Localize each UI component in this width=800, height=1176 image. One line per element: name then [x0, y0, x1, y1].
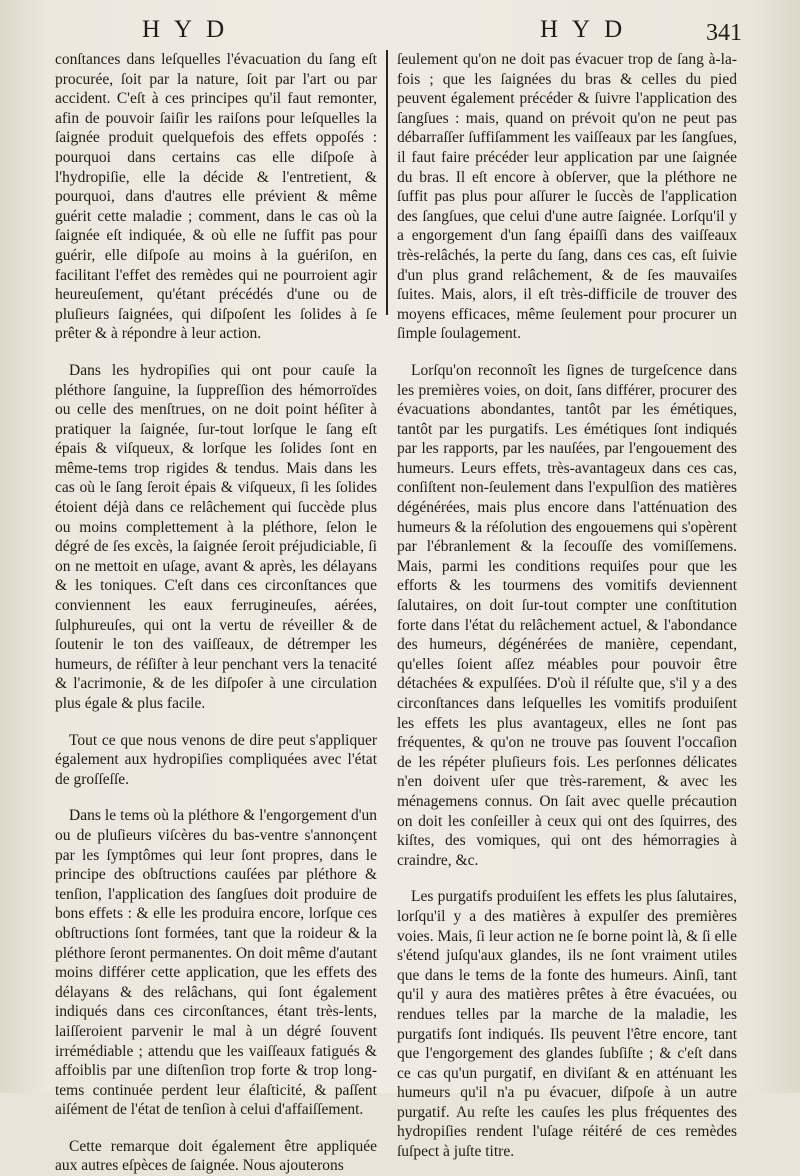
header-right-title: HYD — [540, 16, 637, 43]
paragraph: Lorſqu'on reconnoît les ſignes de turgeſcence dans les premières voies, on doit, ſans différer, procurer des évacuations abondantes, tantôt par les émétiques, tantôt par les purgatifs. Les émétiques ſont indiqués par les rapports, par les nauſées, par l'engouement des humeurs. Leurs effets, très-avantageux dans ces cas, conſiſtent non-ſeulement dans l'expulſion des matières dégénérées, mais plus encore dans l'atténuation des humeurs & la réſolution des engouemens qui s'opèrent par l'ébranlement & la ſecouſſe des vomiſſemens. Mais, parmi les conditions requiſes pour que les efforts & les tourmens des vomitifs deviennent ſalutaires, on doit ſur-tout compter une conſtitution forte dans l'état du relâchement actuel, & l'abondance des humeurs, dégénérées de manière, cependant, qu'elles ſoient aſſez méables pour pouvoir être détachées & expulſées. D'où il réſulte que, s'il y a des circonſtances dans leſquelles les vomitifs produiſent les effets les plus avantageux, elles ne ſont pas fréquentes, & qu'on ne trouve pas ſouvent l'occaſion de les répéter pluſieurs fois. Les perſonnes délicates n'en doivent uſer que très-rarement, & avec les ménagemens connus. On ſait avec quelle précaution on doit les conſeiller à ceux qui ont des ſquirres, des kiſtes, des vomiques, qui ont des hémorragies à craindre, &c. — [397, 361, 737, 869]
column-divider — [386, 50, 388, 315]
paragraph: Les purgatifs produiſent les effets les plus ſalutaires, lorſqu'il y a des matières à expulſer des premières voies. Mais, ſi leur action ne ſe borne point là, & ſi elle s'étend juſqu'aux glandes, ils ne ſont vraiment utiles que dans le tems de la fonte des humeurs. Ainſi, tant qu'il y aura des matières prêtes à être évacuées, ou rendues telles par la marche de la maladie, les purgatifs ſont indiqués. Ils peuvent l'être encore, tant que l'engorgement des glandes ſubſiſte ; & c'eſt dans ce cas qu'un purgatif, en diviſant & en atténuant les humeurs qu'il n'a pu évacuer, diſpoſe à un autre purgatif. Au reſte les cauſes les plus fréquentes des hydropiſies rendent l'uſage réitéré de ces remèdes ſuſpect à juſte titre. — [397, 888, 737, 1161]
paragraph: Dans les hydropiſies qui ont pour cauſe la pléthore ſanguine, la ſuppreſſion des hémorroïdes ou celle des menſtrues, on ne doit point héſiter à pratiquer la ſaignée, ſur-tout lorſque le ſang eſt épais & viſqueux, & lorſque les ſolides ſont en même-tems trop rigides & tendus. Mais dans les cas où le ſang ſeroit épais & viſqueux, ſi les ſolides étoient déjà dans ce relâchement qui ſuccède plus ou moins complettement à la pléthore, ſelon le dégré de ſes excès, la ſaignée ſeroit préjudiciable, ſi on ne mettoit en uſage, avant & après, les délayans & les toniques. C'eſt dans ces circonſtances que conviennent les eaux ferrugineuſes, aérées, ſulphureuſes, qui ont la vertu de réveiller & de ſoutenir le ton des vaiſſeaux, de détremper les humeurs, de réſiſter à leur penchant vers la tenacité & l'acrimonie, & de les diſpoſer à une circulation plus égale & plus facile. — [55, 361, 377, 712]
paragraph: ſeulement qu'on ne doit pas évacuer trop de ſang à-la-fois ; que les ſaignées du bras & celles du pied peuvent également précéder & ſuivre l'application des ſangſues : mais, quand on prévoit qu'on ne peut pas débarraſſer ſuffiſamment les vaiſſeaux par les ſangſues, il faut faire précéder leur application par une ſaignée du bras. Il eſt encore à obſerver, que la pléthore ne ſuffit pas plus pour aſſurer le ſuccès de l'application des ſangſues, que celui d'une autre ſaignée. Lorſqu'il y a engorgement d'un ſang épaiſſi dans des vaiſſeaux très-relâchés, la perte du ſang, dans ces cas, eſt ſuivie d'un plus grand relâchement, & de ſes mauvaiſes ſuites. Mais, alors, il eſt très-difficile de trouver des moyens efficaces, même ſeulement pour procurer un ſimple ſoulagement. — [397, 51, 737, 343]
paragraph: Dans le tems où la pléthore & l'engorgement d'un ou de pluſieurs viſcères du bas-ventre s'annonçent par les ſymptômes qui leur ſont propres, dans le principe des obſtructions cauſées par pléthore & tenſion, l'application des ſangſues doit produire de bons effets : & elle les produira encore, lorſque ces obſtructions ſont formées, tant que la roideur & la pléthore ſeront permanentes. On doit même d'autant moins différer cette application, que les effets des délayans & des relâchans, qui ſont également indiqués dans ces circonſtances, étant très-lents, laiſſeroient parvenir le mal à un dégré ſouvent irrémédiable ; attendu que les vaiſſeaux fatigués & affoiblis par une diſtenſion trop forte & trop long-tems continuée perdent leur élaſticité, & paſſent aiſément de l'état de tenſion à celui d'affaiſſement. — [55, 807, 377, 1119]
left-column — [55, 50, 377, 1176]
paragraph: conſtances dans leſquelles l'évacuation du ſang eſt procurée, ſoit par la nature, ſoit par l'art ou par accident. C'eſt à ces principes qu'il faut remonter, afin de pouvoir ſaiſir les raiſons pour leſquelles la ſaignée produit quelquefois des effets oppoſés : pourquoi dans certains cas elle diſpoſe à l'hydropiſie, elle la décide & l'entretient, & pourquoi, dans d'autres elle prévient & même guérit cette maladie ; comment, dans le cas où la ſaignée eſt indiquée, & où elle ne ſuffit pas pour guérir, elle diſpoſe au moins à la guériſon, en facilitant l'effet des remèdes qui ne pourroient agir heureuſement, qu'étant précédés d'une ou de pluſieurs ſaignées, qui diſpoſent les ſolides à ſe prêter & à répondre à leur action. — [55, 51, 377, 343]
right-column — [397, 50, 737, 1162]
running-header — [0, 10, 800, 50]
page-number: 341 — [706, 20, 742, 46]
paragraph: Tout ce que nous venons de dire peut s'appliquer également aux hydropiſies compliquées avec l'état de groſſeſſe. — [55, 731, 377, 788]
header-left-title: HYD — [142, 16, 239, 43]
paragraph: Cette remarque doit également être appliquée aux autres eſpèces de ſaignée. Nous ajouterons — [55, 1137, 377, 1175]
